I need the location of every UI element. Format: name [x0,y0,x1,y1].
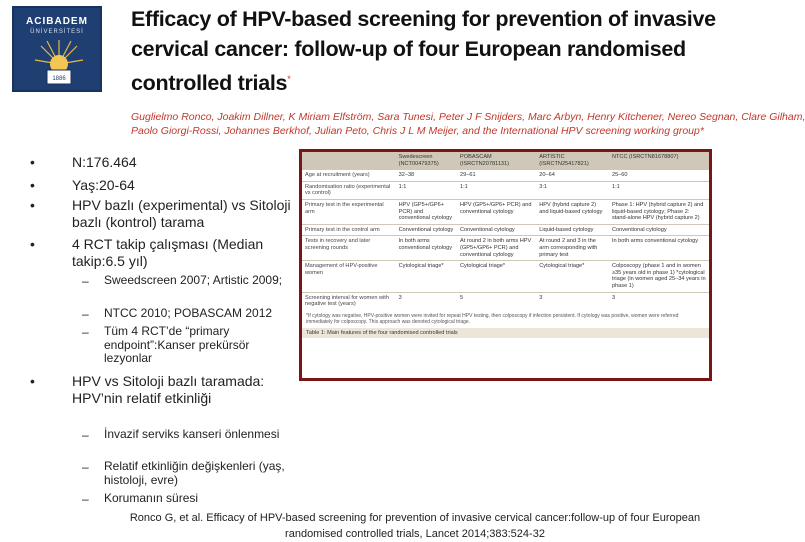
table-header-cell: ARTISTIC (ISRCTN25417821) [536,152,609,170]
table-cell: Age at recruitment (years) [302,170,396,182]
table-cell: Primary test in the control arm [302,224,396,236]
table-cell: 5 [457,292,536,310]
dash-icon: – [82,460,89,474]
table-cell: Management of HPV-positive women [302,261,396,292]
table-cell: 20–64 [536,170,609,182]
emblem-text: 1886 [52,76,66,82]
table-cell: Cytological triage* [457,261,536,292]
table-cell: HPV (hybrid capture 2) and liquid-based cytology [536,199,609,224]
dash-icon: – [82,492,89,506]
title-asterisk: * [287,74,291,84]
bullet-relative-efficacy: HPV vs Sitoloji bazlı taramada: HPV’nin relatif etkinliği [72,373,265,406]
table-header-cell: NTCC (ISRCTN81678807) [609,152,709,170]
table-header-cell: POBASCAM (ISRCTN20781131) [457,152,536,170]
table-header-cell: Swedescreen (NCT00479375) [396,152,457,170]
bullet-icon: • [30,373,35,389]
table-header-cell [302,152,396,170]
page-title [131,4,716,98]
table-cell: In both arms conventional cytology [609,236,709,261]
table-cell: Phase 1: HPV (hybrid capture 2) and liquid-based cytology; Phase 2: stand-alone HPV (hybrid capture 2) [609,199,709,224]
table-cell: 1:1 [609,181,709,199]
table-row [302,181,709,199]
bullet-icon: • [30,177,35,193]
table-footnote: *If cytology was negative, HPV-positive women were invited for repeat HPV testing, then colposcopy if infection persistent. If cytology was positive, women were referred immediately for colposcopy. This approach was denoted cytological triage. [306,312,679,325]
table-row [302,199,709,224]
bullet-age-range: Yaş:20-64 [72,177,135,193]
table-cell: At round 2 and 3 in the arm corresponding with primary test [536,236,609,261]
sub-item-protection-duration: Korumanın süresi [104,491,199,505]
table-cell: Colposcopy (phase 1 and in women ≥35 years old in phase 1) *cytological triage (in women aged 25–34 years in phase 1) [609,261,709,292]
table-cell: 1:1 [396,181,457,199]
table-row [302,292,709,310]
trials-table [302,152,709,310]
table-cell: Primary test in the experimental arm [302,199,396,224]
dash-icon: – [82,307,89,321]
authors-line-1: Guglielmo Ronco, Joakim Dillner, K Miriam Elfström, Sara Tunesi, Peter J F Snijders, Marc Arbyn, Henry Kitchener, Nereo Segnan, Clare Gilham, [131,111,805,123]
table-cell: 3 [536,292,609,310]
bullet-icon: • [30,236,35,252]
table-cell: At round 2 in both arms HPV (GP5+/GP6+ PCR) and conventional cytology [457,236,536,261]
table-cell: Liquid-based cytology [536,224,609,236]
trials-table-figure [299,149,712,381]
table-cell: Conventional cytology [609,224,709,236]
dash-icon: – [82,325,89,339]
table-cell: Tests in recovery and later screening rounds [302,236,396,261]
table-header-row [302,152,709,170]
table-cell: 29–61 [457,170,536,182]
dash-icon: – [82,428,89,442]
sub-item-trials-1: Sweedscreen 2007; Artistic 2009; [104,273,283,287]
table-cell: In both arms conventional cytology [396,236,457,261]
logo-subtitle: ÜNİVERSİTESİ [30,29,84,35]
table-cell: 25–60 [609,170,709,182]
table-cell: 1:1 [457,181,536,199]
sub-item-trials-2: NTCC 2010; POBASCAM 2012 [104,306,273,320]
table-cell: HPV (GP5+/GP6+ PCR) and conventional cytology [396,199,457,224]
author-list [131,110,805,138]
authors-line-2: Paolo Giorgi-Rossi, Johannes Berkhof, Julian Peto, Chris J L M Meijer, and the International HPV screening working group* [131,125,704,137]
citation: Ronco G, et al. Efficacy of HPV-based screening for prevention of invasive cervical cancer:follow-up of four European randomised controlled trials, Lancet 2014;383:524-32 [129,512,701,540]
sub-item-endpoint: Tüm 4 RCT’de “primary endpoint”:Kanser prekürsör lezyonlar [104,324,250,365]
table-cell: 3:1 [536,181,609,199]
bullet-sample-size: N:176.464 [72,154,137,170]
table-row [302,224,709,236]
dash-icon: – [82,274,89,288]
table-cell: Cytological triage* [396,261,457,292]
table-cell: HPV (GP5+/GP6+ PCR) and conventional cytology [457,199,536,224]
sub-item-invasive-cancer: İnvazif serviks kanseri önlenmesi [104,427,280,441]
emblem-icon [32,38,86,88]
table-cell: Conventional cytology [396,224,457,236]
table-row [302,261,709,292]
table-caption: Table 1: Main features of the four randomised controlled trials [302,328,709,338]
table-cell: Cytological triage* [536,261,609,292]
table-cell: 32–38 [396,170,457,182]
table-cell: 3 [396,292,457,310]
bullet-comparison: HPV bazlı (experimental) vs Sitoloji bazlı (kontrol) tarama [72,197,291,230]
table-cell: Conventional cytology [457,224,536,236]
title-text: Efficacy of HPV-based screening for prevention of invasive cervical cancer: follow-up of four European randomised controlled trials [131,7,716,96]
sub-item-variables: Relatif etkinliğin değişkenleri (yaş, histoloji, evre) [104,459,285,487]
bullet-icon: • [30,154,35,170]
table-cell: Randomisation ratio (experimental vs control) [302,181,396,199]
table-cell: Screening interval for women with negative test (years) [302,292,396,310]
bullet-rct-followup: 4 RCT takip çalışması (Median takip:6.5 yıl) [72,236,264,269]
university-logo [12,6,102,92]
logo-name: ACIBADEM [26,16,88,27]
table-cell: 3 [609,292,709,310]
table-row [302,170,709,182]
table-row [302,236,709,261]
bullet-icon: • [30,197,35,213]
